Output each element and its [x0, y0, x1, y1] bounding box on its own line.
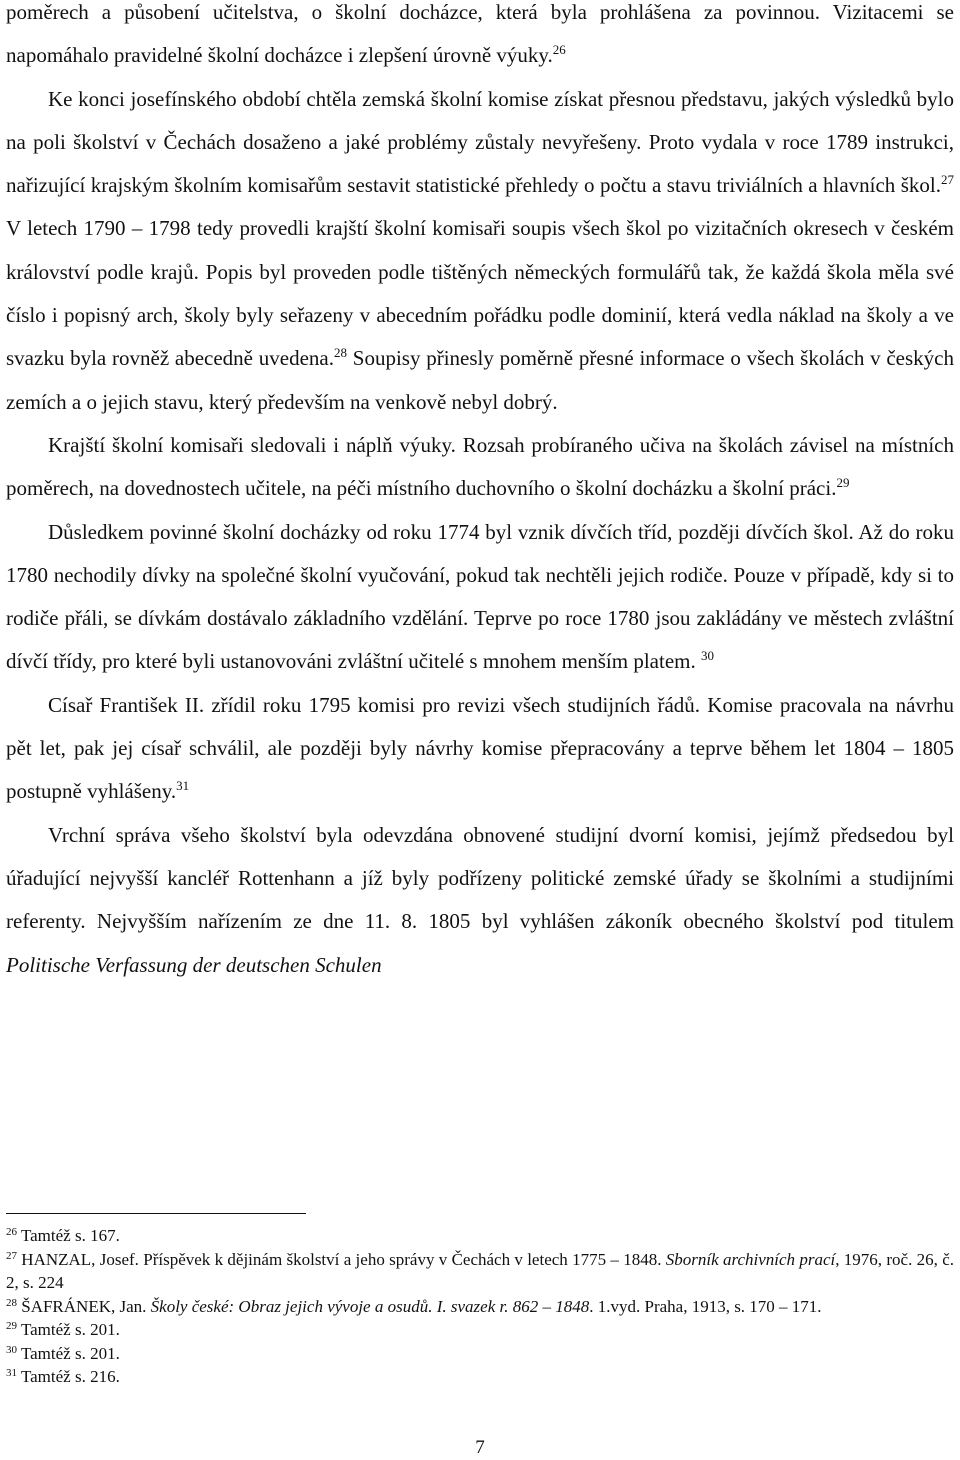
footnote-number: 29 [6, 1320, 17, 1332]
footnote-reference: 31 [176, 778, 190, 794]
paragraph [6, 814, 954, 987]
footnote-reference: 26 [552, 42, 566, 58]
text-run: HANZAL, Josef. Příspěvek k dějinám školství a jeho správy v Čechách v letech 1775 – 1848. [17, 1249, 666, 1269]
text-run: ŠAFRÁNEK, Jan. [17, 1296, 151, 1316]
paragraph [6, 0, 954, 78]
text-run: Krajští školní komisaři sledovali i náplň výuky. Rozsah probíraného učiva na školách závisel na místních poměrech, na dovednostech učitele, na péči místního duchovního o školní docházku a školní práci. [6, 432, 954, 501]
footnote-number: 27 [6, 1249, 17, 1262]
footnote-reference: 30 [701, 648, 714, 664]
text-run: Tamtéž s. 201. [17, 1343, 120, 1363]
paragraph [6, 684, 954, 814]
footnote-reference: 29 [836, 475, 850, 491]
text-run: V letech 1790 – 1798 tedy provedli krajští školní komisaři soupis všech škol po vizitačních okresech v českém království podle krajů. Popis byl proveden podle tištěných německých formulářů tak, že každá škola měla své číslo i popisný arch, školy byly seřazeny v abecedním pořádku podle dominií, která vedla náklad na školy a ve svazku byla rovněž abecedně uvedena. [6, 216, 954, 371]
text-run: Soupisy přinesly poměrně přesné informace o všech školách v českých zemích a o jejich stavu, který především na venkově nebyl dobrý. [6, 346, 954, 414]
footnote-number: 30 [6, 1343, 17, 1356]
text-run: Císař František II. zřídil roku 1795 komisi pro revizi všech studijních řádů. Komise pracovala na návrhu pět let, pak jej císař schválil, ale později byly návrhy komise přepracovány a teprve během let 1804 – 1805 postupně vyhlášeny. [6, 692, 954, 804]
footnotes-section [6, 1213, 954, 1389]
text-run: Ke konci josefínského období chtěla zemská školní komise získat přesnou představu, jakých výsledků bylo na poli školství v Čechách dosaženo a jaké problémy zůstaly nevyřešeny. Proto vydala v roce 1789 instrukci, nařizující krajským školním komisařům sestavit statistické přehledy o počtu a stavu triviálních a hlavních škol. [6, 86, 954, 198]
footnote-separator [6, 1213, 306, 1214]
text-run: Vrchní správa všeho školství byla odevzdána obnovené studijní dvorní komisi, jejímž předsedou byl úřadující nejvyšší kancléř Rottenhann a jíž byly podřízeny politické zemské úřady se školními a studijními referenty. Nejvyšším nařízením ze dne 11. 8. 1805 byl vyhlášen zákoník obecného školství pod titulem [6, 822, 954, 934]
footnote [6, 1224, 954, 1248]
page-number: 7 [475, 1437, 485, 1458]
italic-text: Politische Verfassung der deutschen Schulen [6, 952, 382, 977]
footnote [6, 1295, 954, 1319]
footnote [6, 1318, 954, 1342]
text-run: , 1976, roč. 26, č. 2, s. 224 [6, 1249, 954, 1292]
footnote-number: 26 [6, 1226, 17, 1238]
text-run: . 1.vyd. Praha, 1913, s. 170 – 171. [589, 1296, 822, 1316]
text-run: poměrech a působení učitelstva, o školní docházce, která byla prohlášena za povinnou. Vizitacemi se napomáhalo pravidelné školní docházce i zlepšení úrovně výuky. [6, 0, 954, 68]
footnote [6, 1342, 954, 1366]
body-text [6, 0, 954, 987]
paragraph [6, 78, 954, 424]
footnote [6, 1365, 954, 1389]
footnote [6, 1248, 954, 1295]
footnote-number: 31 [6, 1367, 17, 1379]
footnote-number: 28 [6, 1296, 17, 1309]
footnote-list [6, 1224, 954, 1389]
italic-text: Sborník archivních prací [665, 1249, 836, 1269]
italic-text: Školy české: Obraz jejich vývoje a osudů. I. svazek r. 862 – 1848 [150, 1296, 590, 1316]
paragraph [6, 424, 954, 511]
text-run: Tamtéž s. 201. [17, 1320, 120, 1339]
footnote-reference: 27 [941, 172, 954, 188]
paragraph [6, 511, 954, 684]
text-run: Důsledkem povinné školní docházky od roku 1774 byl vznik dívčích tříd, později dívčích škol. Až do roku 1780 nechodily dívky na společné školní vyučování, pokud tak nechtěli jejich rodiče. Pouze v případě, kdy si to rodiče přáli, se dívkám dostávalo základního vzdělání. Teprve po roce 1780 jsou zakládány ve městech zvláštní dívčí třídy, pro které byli ustanovováni zvláštní učitelé s mnohem menším platem. [6, 519, 954, 674]
text-run: Tamtéž s. 216. [17, 1367, 120, 1386]
footnote-reference: 28 [334, 345, 347, 361]
text-run: Tamtéž s. 167. [17, 1226, 120, 1245]
